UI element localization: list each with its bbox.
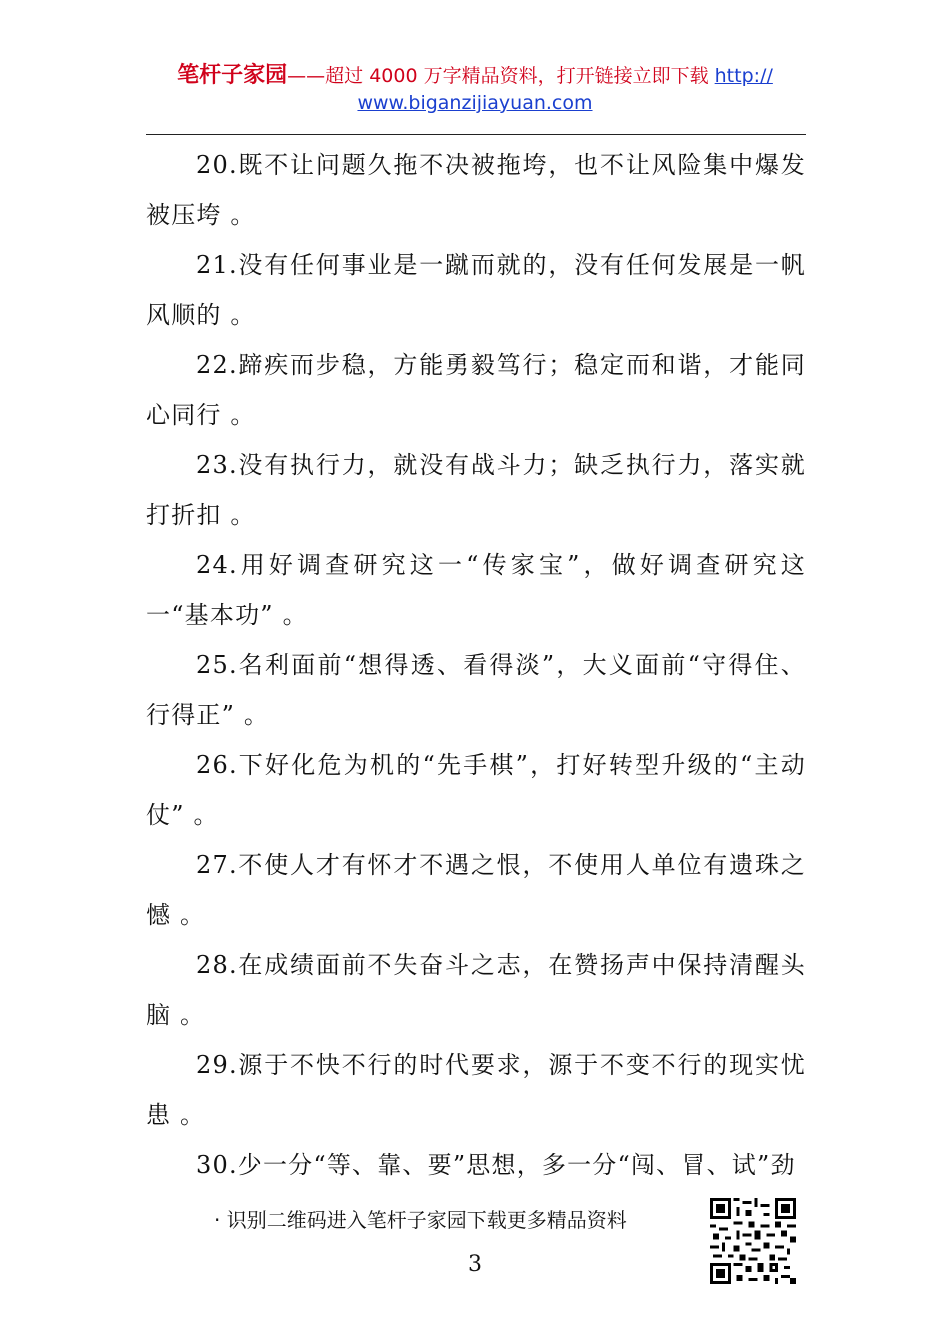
list-item: 30.少一分“等、靠、要”思想，多一分“闯、冒、试”劲 <box>196 1151 796 1179</box>
list-item: 24.用好调查研究这一“传家宝”，做好调查研究这一“基本功” 。 <box>146 551 806 629</box>
footer-caption: · 识别二维码进入笔杆子家园下载更多精品资料 <box>214 1208 627 1232</box>
page-number: 3 <box>468 1252 482 1277</box>
list-item: 21.没有任何事业是一蹴而就的，没有任何发展是一帆风顺的 。 <box>146 251 806 329</box>
header-link-line <box>0 90 950 116</box>
list-item: 25.名利面前“想得透、看得淡”，大义面前“守得住、行得正” 。 <box>146 651 806 729</box>
list-item: 26.下好化危为机的“先手棋”，打好转型升级的“主动仗” 。 <box>146 751 806 829</box>
page-header <box>0 62 950 116</box>
header-tagline: ——超过 4000 万字精品资料，打开链接立即下载 <box>287 65 715 87</box>
download-link-part2[interactable]: www.biganzijiayuan.com <box>357 92 593 114</box>
header-line <box>0 62 950 90</box>
brand-name: 笔杆子家园 <box>177 63 288 88</box>
document-body <box>146 140 806 1190</box>
header-divider <box>146 134 806 135</box>
download-link-part1[interactable]: http:// <box>714 65 773 87</box>
list-item: 23.没有执行力，就没有战斗力；缺乏执行力，落实就打折扣 。 <box>146 451 806 529</box>
list-item: 28.在成绩面前不失奋斗之志，在赞扬声中保持清醒头脑 。 <box>146 951 806 1029</box>
list-item: 20.既不让问题久拖不决被拖垮，也不让风险集中爆发被压垮 。 <box>146 151 806 229</box>
list-item: 22.蹄疾而步稳，方能勇毅笃行；稳定而和谐，才能同心同行 。 <box>146 351 806 429</box>
list-item: 27.不使人才有怀才不遇之恨，不使用人单位有遗珠之憾 。 <box>146 851 806 929</box>
list-item: 29.源于不快不行的时代要求，源于不变不行的现实忧患 。 <box>146 1051 806 1129</box>
